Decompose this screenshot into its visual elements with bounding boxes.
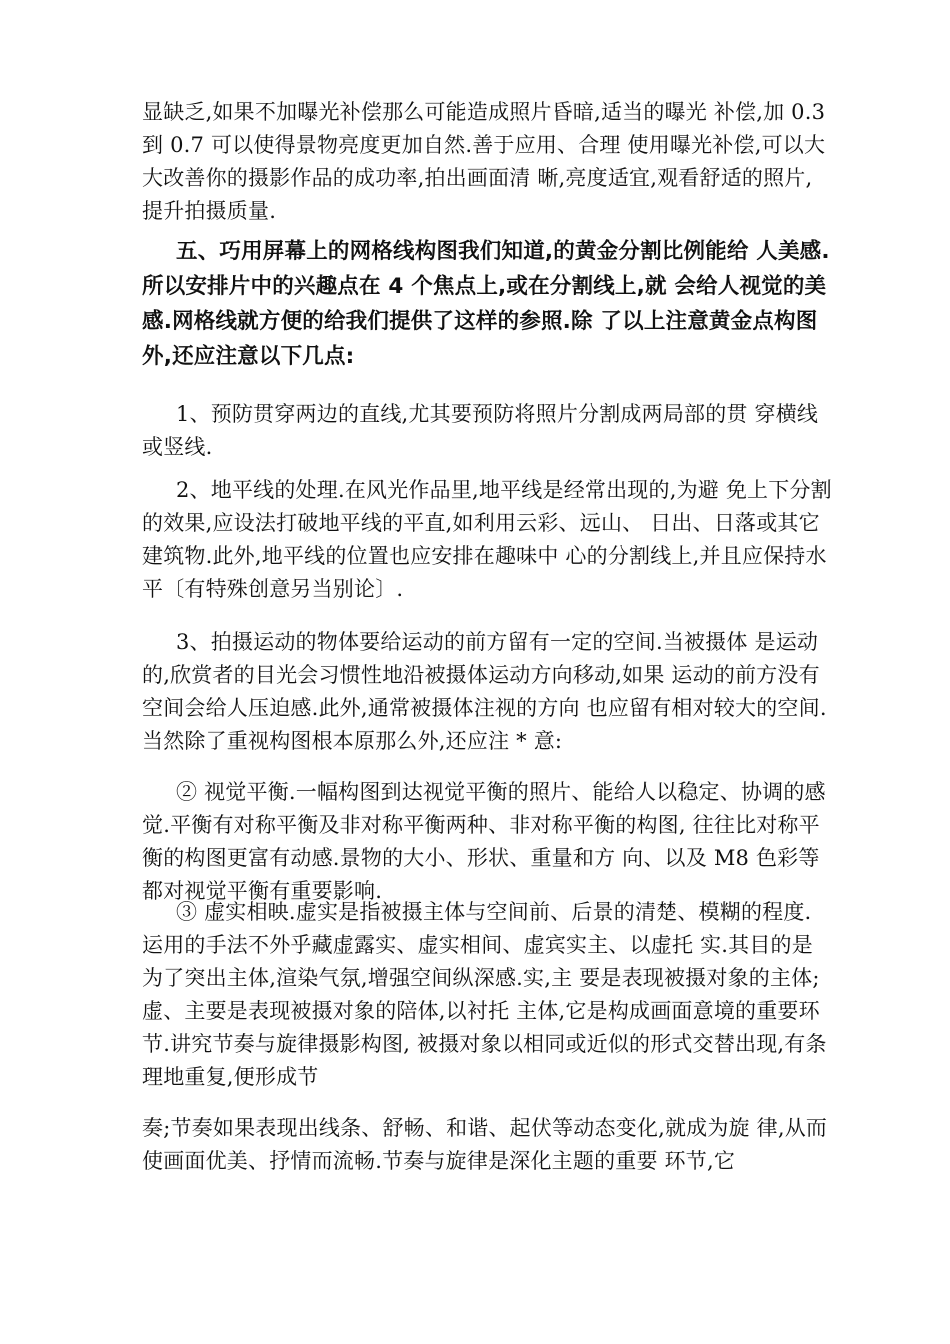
paragraph-point-3: 3、拍摄运动的物体要给运动的前方留有一定的空间.当被摄体 是运动的,欣赏者的目光会习惯性地沿被摄体运动方向移动,如果 运动的前方没有空间会给人压迫感.此外,通常被摄体注视的方向 也应留有相对较大的空间.当然除了重视构图根本原那么外,还应注 * 意: <box>142 630 827 753</box>
paragraph-visual-balance: ② 视觉平衡.一幅构图到达视觉平衡的照片、能给人以稳定、协调的感觉.平衡有对称平衡及非对称平衡两种、非对称平衡的构图, 往往比对称平衡的构图更富有动感.景物的大小、形状、重量和方 向、以及 M8 色彩等都对视觉平衡有重要影响. <box>142 780 826 903</box>
heading-grid-composition: 五、巧用屏幕上的网格线构图我们知道,的黄金分割比例能给 人美感.所以安排片中的兴趣点在 4 个焦点上,或在分割线上,就 会给人视觉的美感.网格线就方便的给我们提供了这样的参照.除 了以上注意黄金点构图外,还应注意以下几点: <box>142 239 830 369</box>
paragraph-point-2: 2、地平线的处理.在风光作品里,地平线是经常出现的,为避 免上下分割的效果,应设法打破地平线的平直,如利用云彩、远山、 日出、日落或其它建筑物.此外,地平线的位置也应安排在趣味中 心的分割线上,并且应保持水平〔有特殊创意另当别论〕. <box>142 478 832 601</box>
paragraph-rhythm: 奏;节奏如果表现出线条、舒畅、和谐、起伏等动态变化,就成为旋 律,从而使画面优美、抒情而流畅.节奏与旋律是深化主题的重要 环节,它 <box>142 1116 828 1173</box>
paragraph-virtual-real: ③ 虚实相映.虚实是指被摄主体与空间前、后景的清楚、模糊的程度.运用的手法不外乎藏虚露实、虚实相间、虚宾实主、以虚托 实.其目的是为了突出主体,渲染气氛,增强空间纵深感.实,主 要是表现被摄对象的主体;虚、主要是表现被摄对象的陪体,以衬托 主体,它是构成画面意境的重要环节.讲究节奏与旋律摄影构图, 被摄对象以相同或近似的形式交替出现,有条理地重复,便形成节 <box>142 900 827 1089</box>
paragraph-point-1: 1、预防贯穿两边的直线,尤其要预防将照片分割成两局部的贯 穿横线或竖线. <box>142 402 819 459</box>
paragraph-exposure-compensation: 显缺乏,如果不加曝光补偿那么可能造成照片昏暗,适当的曝光 补偿,加 0.3 到 0.7 可以使得景物亮度更加自然.善于应用、合理 使用曝光补偿,可以大大改善你的摄影作品的成功率,拍出画面清 晰,亮度适宜,观看舒适的照片,提升拍摄质量. <box>142 100 826 223</box>
